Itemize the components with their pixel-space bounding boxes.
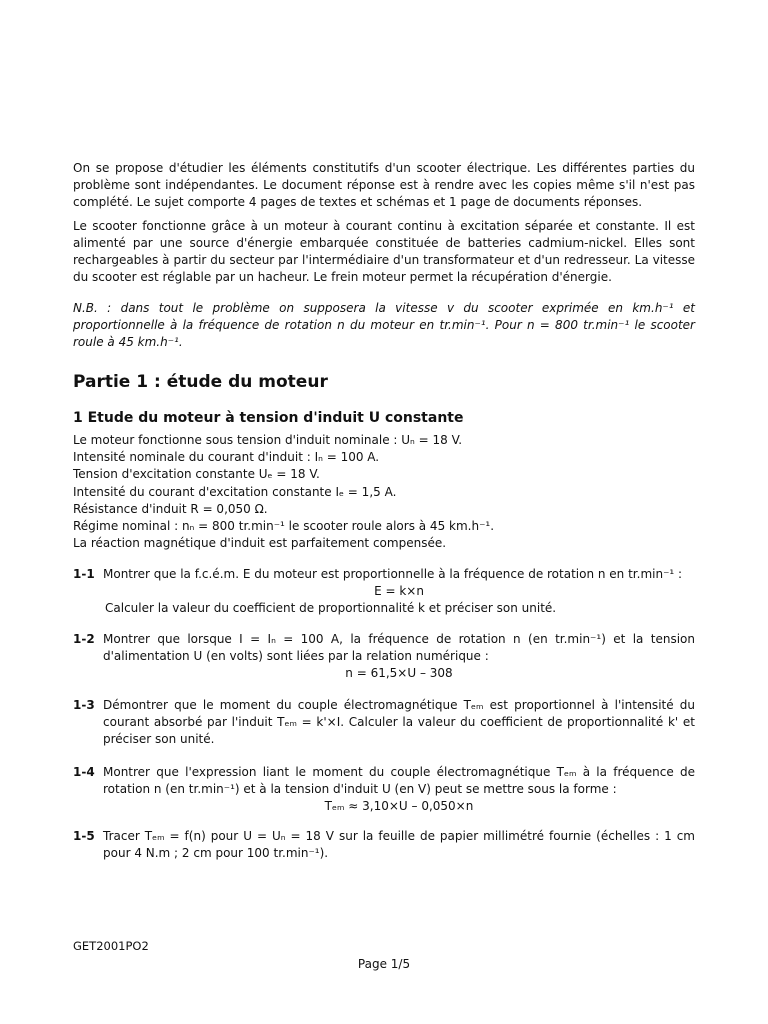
page-number: Page 1/5 — [357, 957, 411, 971]
question-text: Tracer Tₑₘ = f(n) pour U = Uₙ = 18 V sur la feuille de papier millimétré fournie (échelles : 1 cm pour 4 N.m ; 2 cm pour 100 tr.min⁻¹). — [103, 829, 695, 860]
question-number: 1-1 — [73, 567, 95, 581]
question-formula: E = k×n — [374, 584, 424, 598]
question-1-2 — [73, 631, 695, 682]
question-number: 1-2 — [73, 632, 95, 646]
spec-line: Intensité nominale du courant d'induit : Iₙ = 100 A. — [73, 450, 380, 465]
question-formula: Tₑₘ ≈ 3,10×U – 0,050×n — [324, 799, 474, 813]
document-code: GET2001PO2 — [73, 939, 149, 953]
question-1-3 — [73, 697, 695, 748]
question-number: 1-4 — [73, 765, 95, 779]
question-1-5 — [73, 828, 695, 862]
question-text: Montrer que lorsque I = Iₙ = 100 A, la fréquence de rotation n (en tr.min⁻¹) et la tension d'alimentation U (en volts) sont liées par la relation numérique : — [103, 632, 695, 663]
question-1-4 — [73, 764, 695, 815]
spec-line: Tension d'excitation constante Uₑ = 18 V. — [73, 467, 320, 482]
intro-paragraph-1: On se propose d'étudier les éléments constitutifs d'un scooter électrique. Les différentes parties du problème sont indépendantes. Le document réponse est à rendre avec les copies même s'il n'est pas complété. Le sujet comporte 4 pages de textes et schémas et 1 page de documents réponses. — [73, 161, 695, 209]
nb-note: N.B. : dans tout le problème on supposera la vitesse v du scooter exprimée en km.h⁻¹ et proportionnelle à la fréquence de rotation n du moteur en tr.min⁻¹. Pour n = 800 tr.min⁻¹ le scooter roule à 45 km.h⁻¹. — [73, 301, 695, 349]
intro-paragraph-2: Le scooter fonctionne grâce à un moteur à courant continu à excitation séparée et constante. Il est alimenté par une source d'énergie embarquée constituée de batteries cadmium-nickel. Elles sont rechargeables à partir du secteur par l'intermédiaire d'un transformateur et d'un redresseur. La vitesse du scooter est réglable par un hacheur. Le frein moteur permet la récupération d'énergie. — [73, 219, 695, 284]
question-text: Montrer que l'expression liant le moment du couple électromagnétique Tₑₘ à la fréquence de rotation n (en tr.min⁻¹) et à la tension d'induit U (en V) peut se mettre sous la forme : — [103, 765, 695, 796]
question-extra: Calculer la valeur du coefficient de proportionnalité k et préciser son unité. — [105, 601, 557, 615]
question-text: Montrer que la f.c.é.m. E du moteur est proportionnelle à la fréquence de rotation n en tr.min⁻¹ : — [103, 567, 683, 581]
question-formula: n = 61,5×U – 308 — [345, 666, 453, 680]
question-number: 1-5 — [73, 829, 95, 843]
spec-list — [73, 432, 673, 552]
spec-line: La réaction magnétique d'induit est parfaitement compensée. — [73, 536, 447, 551]
spec-line: Le moteur fonctionne sous tension d'induit nominale : Uₙ = 18 V. — [73, 433, 463, 447]
question-number: 1-3 — [73, 698, 95, 712]
spec-line: Intensité du courant d'excitation constante Iₑ = 1,5 A. — [73, 484, 397, 499]
question-1-1 — [73, 566, 695, 617]
section-title: 1 Etude du moteur à tension d'induit U constante — [73, 410, 464, 426]
spec-line: Résistance d'induit R = 0,050 Ω. — [73, 501, 268, 516]
part-title: Partie 1 : étude du moteur — [73, 372, 328, 392]
question-text: Démontrer que le moment du couple électromagnétique Tₑₘ est proportionnel à l'intensité du courant absorbé par l'induit Tₑₘ = k'×I. Calculer la valeur du coefficient de proportionnalité k' et préciser son unité. — [103, 698, 695, 746]
spec-line: Régime nominal : nₙ = 800 tr.min⁻¹ le scooter roule alors à 45 km.h⁻¹. — [73, 519, 495, 534]
